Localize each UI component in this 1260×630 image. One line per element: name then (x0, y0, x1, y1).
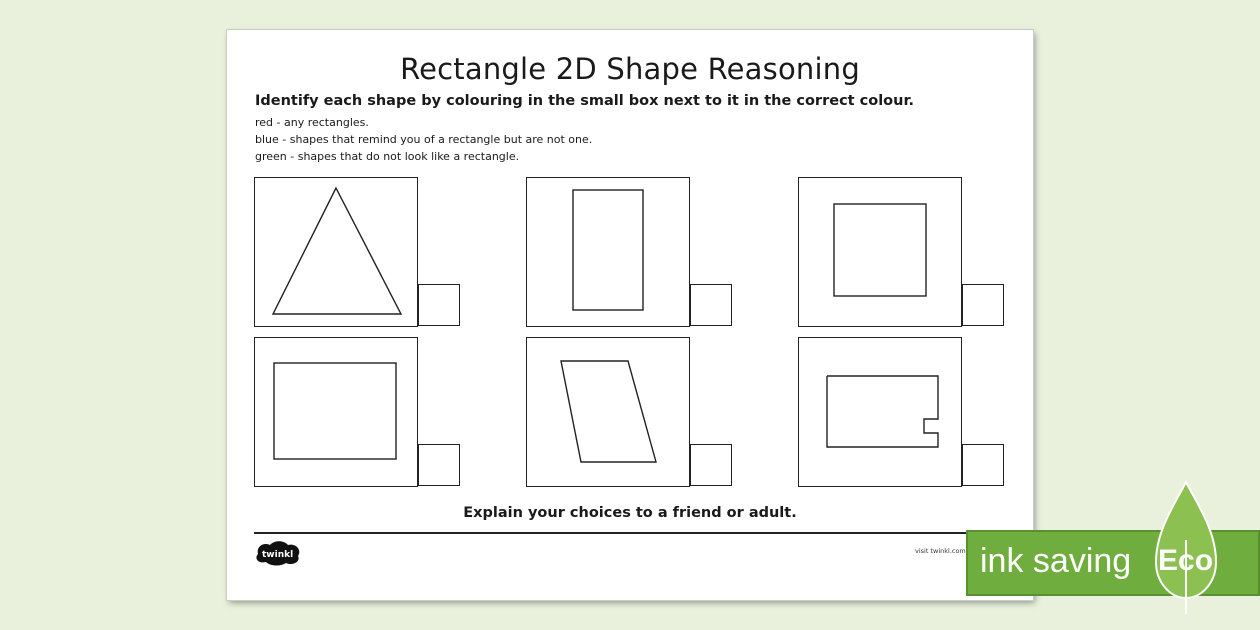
square-icon (799, 178, 963, 328)
answer-box-3[interactable] (962, 284, 1004, 326)
svg-text:twinkl: twinkl (262, 550, 294, 560)
answer-box-1[interactable] (418, 284, 460, 326)
eco-label: Eco (1158, 544, 1214, 577)
shape-box-6 (798, 337, 962, 487)
page-title: Rectangle 2D Shape Reasoning (400, 52, 860, 86)
key-blue: blue - shapes that remind you of a rectangle but are not one. (255, 133, 593, 146)
answer-box-5[interactable] (690, 444, 732, 486)
ink-saving-label: ink saving (980, 542, 1132, 580)
instruction-text: Identify each shape by colouring in the small box next to it in the correct colour. (255, 93, 915, 109)
key-green: green - shapes that do not look like a rectangle. (255, 150, 520, 163)
wide-rectangle-icon (255, 338, 419, 488)
shape-box-2 (526, 177, 690, 327)
notched-rectangle-icon (799, 338, 963, 488)
key-red: red - any rectangles. (255, 116, 369, 129)
answer-box-6[interactable] (962, 444, 1004, 486)
visit-link-text: visit twinkl.com (915, 547, 966, 555)
answer-box-4[interactable] (418, 444, 460, 486)
shape-box-3 (798, 177, 962, 327)
shape-box-1 (254, 177, 418, 327)
shape-box-4 (254, 337, 418, 487)
answer-box-2[interactable] (690, 284, 732, 326)
triangle-icon (255, 178, 419, 328)
shape-box-5 (526, 337, 690, 487)
twinkl-logo (254, 540, 302, 570)
explain-prompt: Explain your choices to a friend or adult. (463, 505, 797, 521)
worksheet-page (227, 30, 1033, 600)
tall-rectangle-icon (527, 178, 691, 328)
footer-divider (254, 532, 1006, 534)
parallelogram-icon (527, 338, 691, 488)
